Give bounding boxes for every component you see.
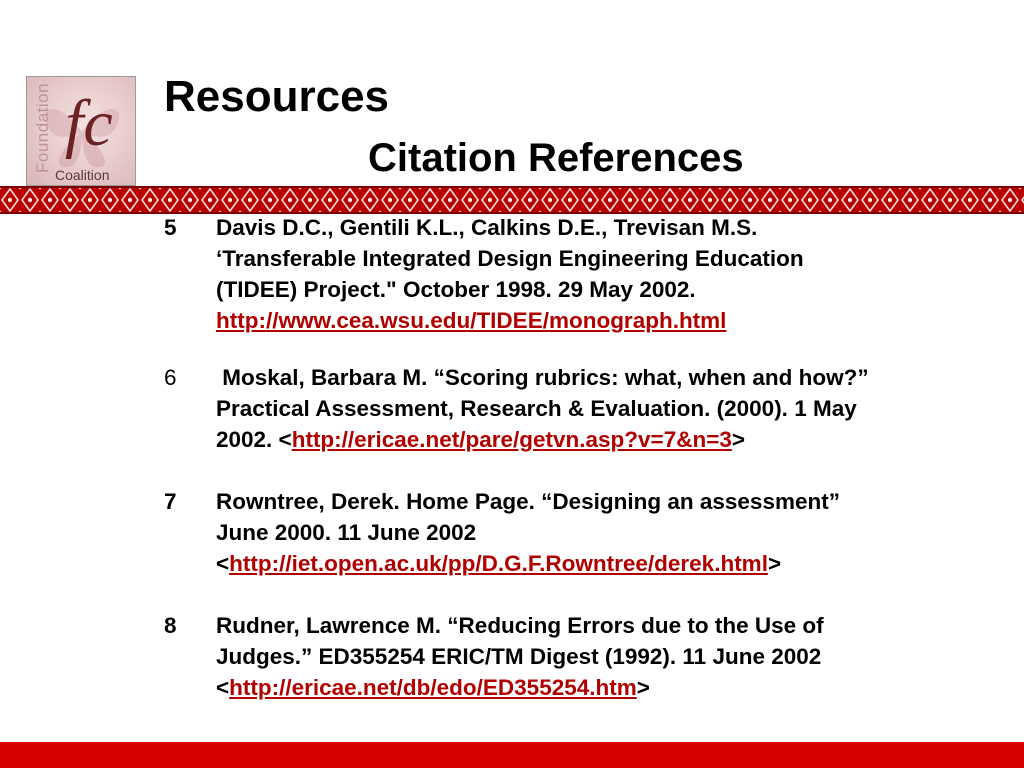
citation-link-line [216, 305, 976, 336]
citation-link-line [216, 672, 976, 703]
citation-text [216, 362, 976, 455]
citation-item [164, 212, 984, 336]
page-subtitle: Citation References [368, 136, 744, 180]
citation-link[interactable]: http://ericae.net/db/edo/ED355254.htm [229, 675, 637, 700]
citation-text [216, 212, 976, 336]
citation-link[interactable]: http://ericae.net/pare/getvn.asp?v=7&n=3 [291, 427, 732, 452]
citation-suffix: > [767, 551, 782, 576]
citation-line: (TIDEE) Project." October 1998. 29 May 2002. [216, 277, 696, 302]
logo-side-text: Foundation [33, 82, 52, 173]
citation-number: 8 [164, 613, 177, 638]
citation-line: ‘Transferable Integrated Design Engineering Education [216, 246, 804, 271]
citation-suffix: > [636, 675, 650, 700]
citation-link[interactable]: http://iet.open.ac.uk/pp/D.G.F.Rowntree/derek.html [229, 551, 768, 576]
citation-line: Davis D.C., Gentili K.L., Calkins D.E., Trevisan M.S. [216, 215, 758, 240]
citation-number: 5 [164, 215, 177, 240]
citation-link-line [216, 548, 976, 579]
citation-line: Rudner, Lawrence M. “Reducing Errors due to the Use of [216, 613, 824, 638]
citation-list [164, 212, 984, 703]
citation-line: June 2000. 11 June 2002 [216, 520, 477, 545]
citation-item [164, 362, 984, 455]
citation-line: Rowntree, Derek. Home Page. “Designing an assessment” [216, 489, 840, 514]
citation-number: 6 [164, 365, 177, 390]
citation-line: Moskal, Barbara M. “Scoring rubrics: what, when and how?” [216, 365, 869, 390]
citation-text [216, 610, 976, 703]
citation-prefix: < [216, 551, 230, 576]
foundation-coalition-logo [26, 76, 136, 186]
citation-link-line [216, 424, 976, 455]
citation-line: Judges.” ED355254 ERIC/TM Digest (1992). 11 June 2002 [216, 644, 822, 669]
logo-monogram: fc [65, 87, 113, 160]
citation-suffix: > [731, 427, 745, 452]
footer-bar [0, 742, 1024, 768]
citation-prefix: < [216, 675, 230, 700]
citation-link[interactable]: http://www.cea.wsu.edu/TIDEE/monograph.html [216, 308, 727, 333]
citation-item [164, 486, 984, 579]
page-title: Resources [164, 72, 390, 121]
citation-item [164, 610, 984, 703]
citation-number: 7 [164, 489, 177, 514]
citation-text [216, 486, 976, 579]
logo-bottom-text: Coalition [55, 167, 110, 183]
decorative-band [0, 186, 1024, 214]
citation-prefix: 2002. < [216, 427, 292, 452]
citation-line: Practical Assessment, Research & Evaluation. (2000). 1 May [216, 396, 857, 421]
